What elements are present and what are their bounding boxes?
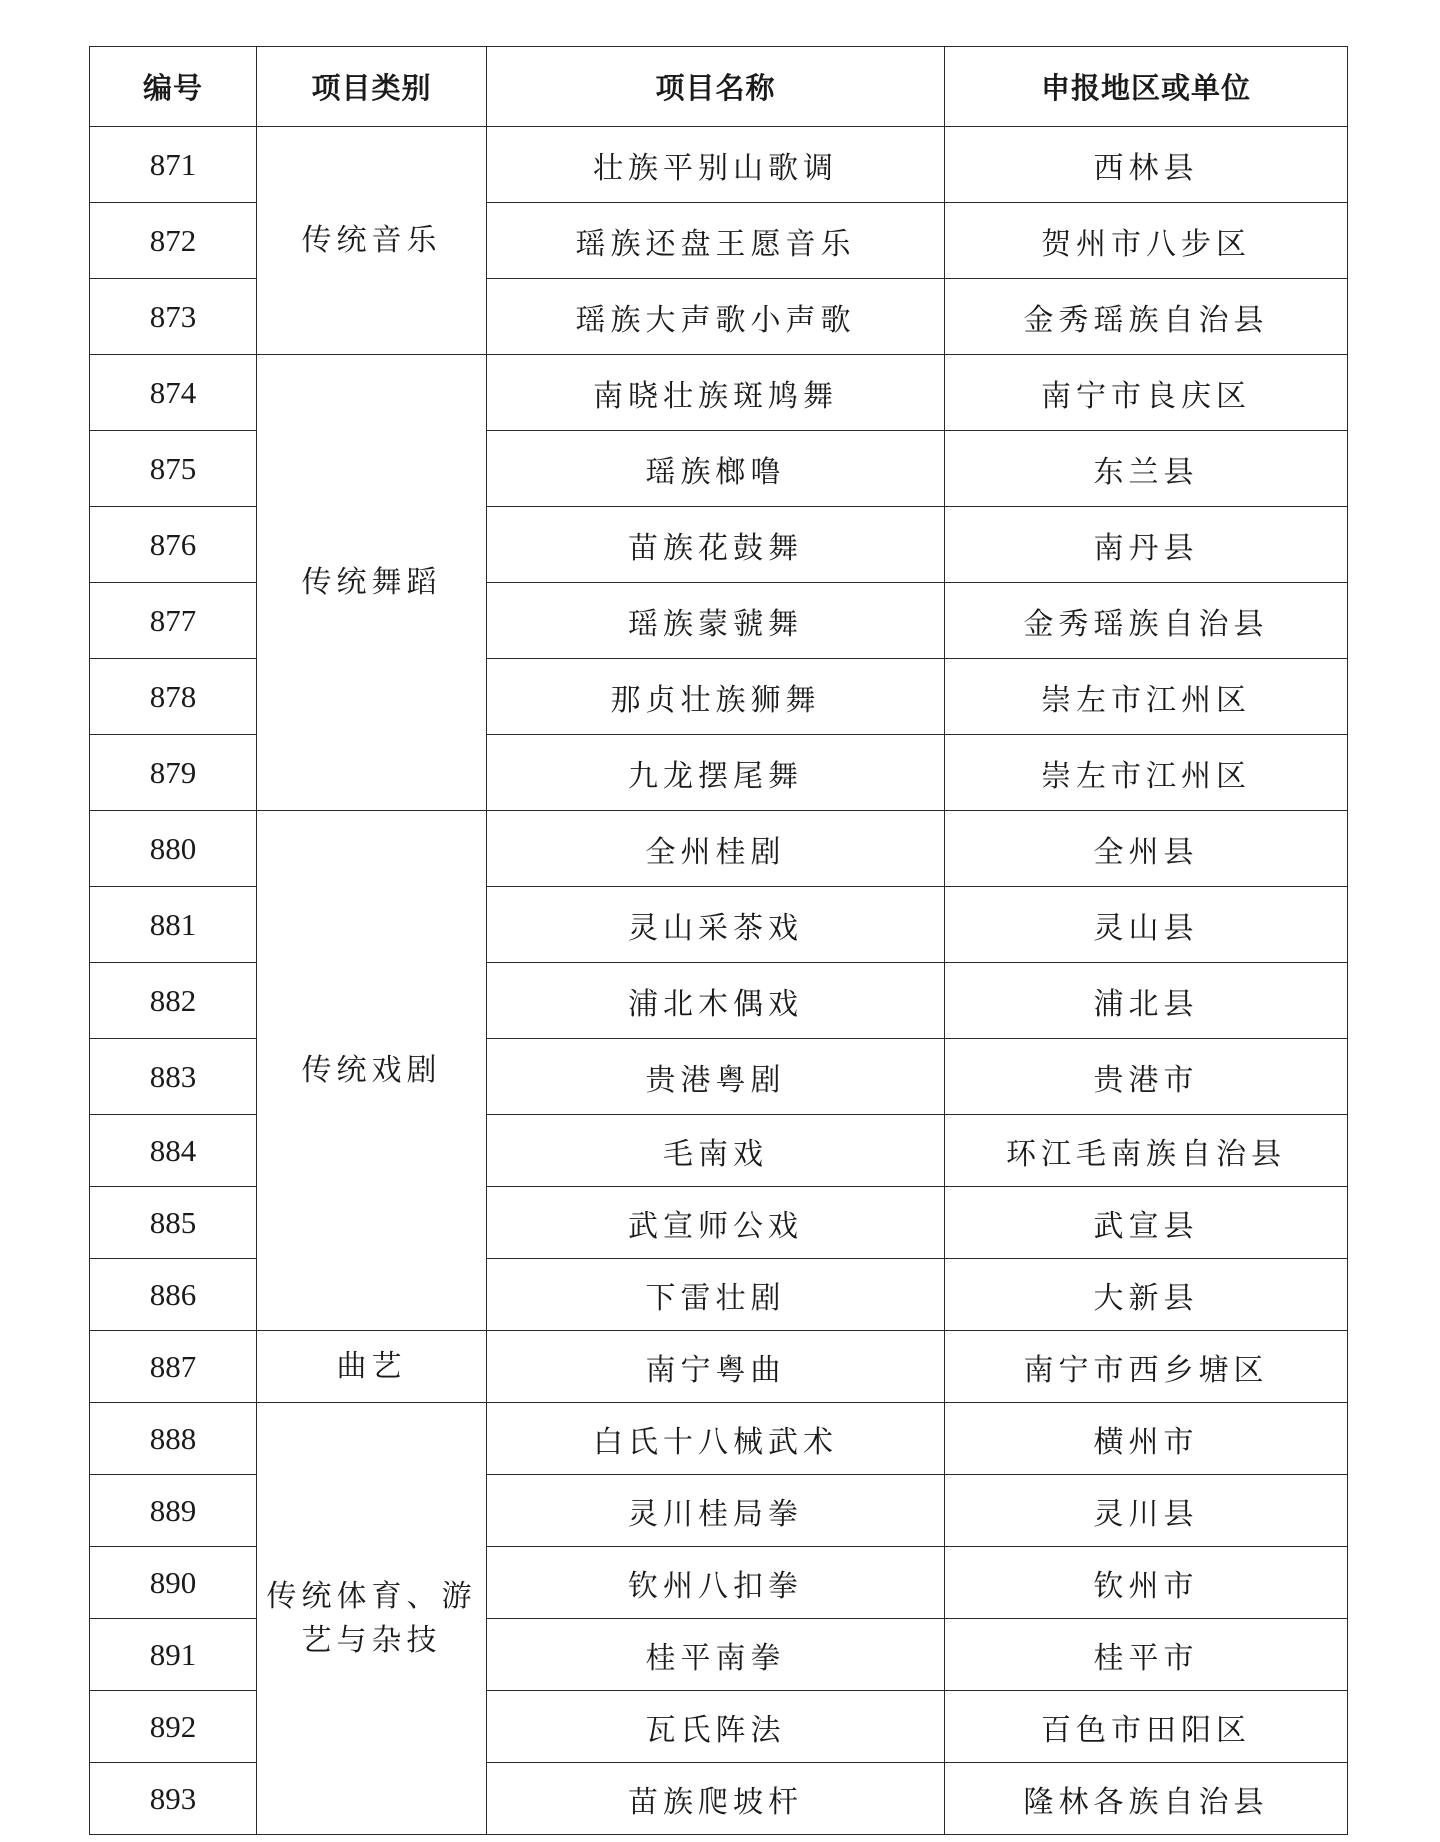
region: 隆林各族自治县 (945, 1763, 1348, 1835)
region: 崇左市江州区 (945, 735, 1348, 811)
region: 环江毛南族自治县 (945, 1115, 1348, 1187)
project-name: 瓦氏阵法 (487, 1691, 945, 1763)
project-name: 那贞壮族狮舞 (487, 659, 945, 735)
row-id: 876 (90, 507, 257, 583)
project-name: 武宣师公戏 (487, 1187, 945, 1259)
project-name: 南宁粤曲 (487, 1331, 945, 1403)
row-id: 890 (90, 1547, 257, 1619)
row-id: 875 (90, 431, 257, 507)
row-id: 889 (90, 1475, 257, 1547)
region: 桂平市 (945, 1619, 1348, 1691)
project-name: 灵川桂局拳 (487, 1475, 945, 1547)
header-region: 申报地区或单位 (945, 47, 1348, 127)
project-name: 南晓壮族斑鸠舞 (487, 355, 945, 431)
region: 大新县 (945, 1259, 1348, 1331)
row-id: 892 (90, 1691, 257, 1763)
region: 贺州市八步区 (945, 203, 1348, 279)
project-name: 白氏十八械武术 (487, 1403, 945, 1475)
table-row (90, 1331, 1348, 1403)
region: 崇左市江州区 (945, 659, 1348, 735)
region: 浦北县 (945, 963, 1348, 1039)
heritage-list-sheet (89, 46, 1347, 1835)
category-cell: 传统音乐 (257, 127, 487, 355)
header-category: 项目类别 (257, 47, 487, 127)
project-name: 瑶族榔噜 (487, 431, 945, 507)
category-cell: 传统戏剧 (257, 811, 487, 1331)
project-name: 灵山采茶戏 (487, 887, 945, 963)
region: 横州市 (945, 1403, 1348, 1475)
header-project-name: 项目名称 (487, 47, 945, 127)
row-id: 872 (90, 203, 257, 279)
project-name: 浦北木偶戏 (487, 963, 945, 1039)
row-id: 885 (90, 1187, 257, 1259)
project-name: 桂平南拳 (487, 1619, 945, 1691)
project-name: 全州桂剧 (487, 811, 945, 887)
region: 全州县 (945, 811, 1348, 887)
project-name: 九龙摆尾舞 (487, 735, 945, 811)
region: 金秀瑶族自治县 (945, 279, 1348, 355)
project-name: 壮族平别山歌调 (487, 127, 945, 203)
heritage-project-table (89, 46, 1348, 1835)
row-id: 886 (90, 1259, 257, 1331)
row-id: 871 (90, 127, 257, 203)
region: 百色市田阳区 (945, 1691, 1348, 1763)
region: 南宁市西乡塘区 (945, 1331, 1348, 1403)
row-id: 882 (90, 963, 257, 1039)
row-id: 881 (90, 887, 257, 963)
row-id: 888 (90, 1403, 257, 1475)
region: 西林县 (945, 127, 1348, 203)
project-name: 瑶族大声歌小声歌 (487, 279, 945, 355)
table-row (90, 127, 1348, 203)
region: 金秀瑶族自治县 (945, 583, 1348, 659)
region: 东兰县 (945, 431, 1348, 507)
table-row (90, 811, 1348, 887)
project-name: 瑶族还盘王愿音乐 (487, 203, 945, 279)
header-id: 编号 (90, 47, 257, 127)
project-name: 毛南戏 (487, 1115, 945, 1187)
region: 灵山县 (945, 887, 1348, 963)
category-cell: 传统舞蹈 (257, 355, 487, 811)
row-id: 884 (90, 1115, 257, 1187)
table-header-row (90, 47, 1348, 127)
row-id: 893 (90, 1763, 257, 1835)
category-cell: 曲艺 (257, 1331, 487, 1403)
region: 贵港市 (945, 1039, 1348, 1115)
project-name: 瑶族蒙虢舞 (487, 583, 945, 659)
region: 灵川县 (945, 1475, 1348, 1547)
project-name: 贵港粤剧 (487, 1039, 945, 1115)
row-id: 880 (90, 811, 257, 887)
row-id: 883 (90, 1039, 257, 1115)
region: 南宁市良庆区 (945, 355, 1348, 431)
region: 南丹县 (945, 507, 1348, 583)
table-row (90, 355, 1348, 431)
region: 钦州市 (945, 1547, 1348, 1619)
row-id: 873 (90, 279, 257, 355)
row-id: 874 (90, 355, 257, 431)
region: 武宣县 (945, 1187, 1348, 1259)
project-name: 下雷壮剧 (487, 1259, 945, 1331)
project-name: 苗族爬坡杆 (487, 1763, 945, 1835)
category-cell: 传统体育、游艺与杂技 (257, 1403, 487, 1835)
row-id: 877 (90, 583, 257, 659)
row-id: 891 (90, 1619, 257, 1691)
project-name: 钦州八扣拳 (487, 1547, 945, 1619)
row-id: 887 (90, 1331, 257, 1403)
project-name: 苗族花鼓舞 (487, 507, 945, 583)
row-id: 878 (90, 659, 257, 735)
row-id: 879 (90, 735, 257, 811)
table-row (90, 1403, 1348, 1475)
